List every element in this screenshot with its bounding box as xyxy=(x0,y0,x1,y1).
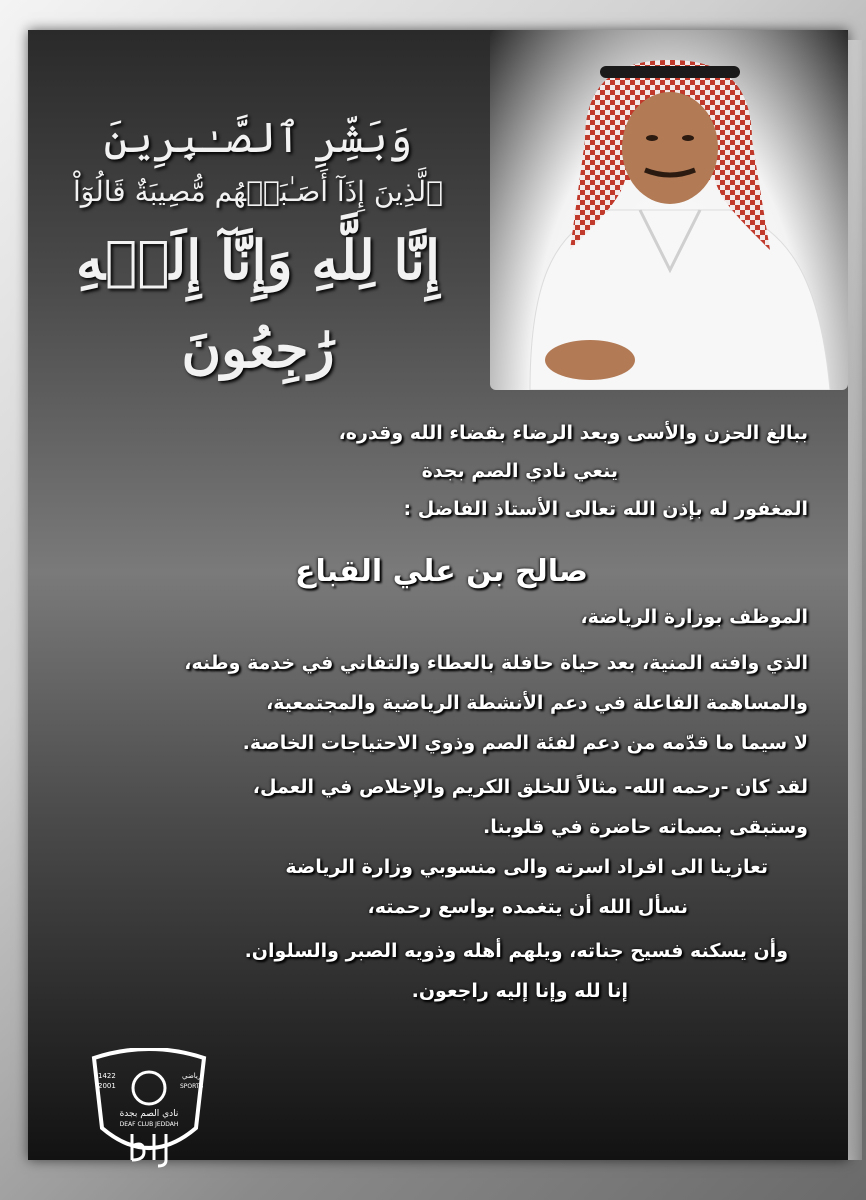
announcement-line-5: الموظف بوزارة الرياضة، xyxy=(580,606,808,628)
announcement-line-12: نسأل الله أن يتغمده بواسع رحمته، xyxy=(367,896,688,918)
logo-arabic-name: نادي الصم بجدة xyxy=(119,1109,179,1119)
logo-english-sports: SPORTS xyxy=(180,1083,204,1090)
club-crest-icon xyxy=(74,1048,224,1168)
announcement-line-13: وأن يسكنه فسيح جناته، ويلهم أهله وذويه الصبر والسلوان. xyxy=(244,940,788,962)
announcement-line-11: تعازينا الى افراد اسرته والى منسوبي وزارة الرياضة xyxy=(285,856,768,878)
announcement-line-3: المغفور له بإذن الله تعالى الأستاذ الفاضل : xyxy=(403,498,808,520)
announcement-line-2: ينعي نادي الصم بجدة xyxy=(421,460,618,482)
logo-english-name: DEAF CLUB JEDDAH xyxy=(119,1121,179,1128)
verse-line-1: وَبَشِّرِ ٱلصَّـٰبِرِينَ xyxy=(103,113,413,162)
deceased-photo xyxy=(490,30,848,390)
announcement-line-7: والمساهمة الفاعلة في دعم الأنشطة الرياضية والمجتمعية، xyxy=(266,692,808,714)
condolence-card xyxy=(28,30,848,1160)
announcement-line-6: الذي وافته المنية، بعد حياة حافلة بالعطاء والتفاني في خدمة وطنه، xyxy=(184,652,808,674)
quran-verse xyxy=(68,108,448,392)
portrait-illustration xyxy=(490,30,848,390)
verse-line-3: إِنَّا لِلَّهِ وَإِنَّآ إِلَيۡهِ رَٰجِعُونَ xyxy=(76,228,440,380)
announcement-line-14: إنا لله وإنا إليه راجعون. xyxy=(411,980,628,1002)
announcement-line-1: ببالغ الحزن والأسى وبعد الرضاء بقضاء الله وقدره، xyxy=(338,422,808,444)
announcement-line-10: وستبقى بصماته حاضرة في قلوبنا. xyxy=(483,816,808,838)
deaf-club-logo xyxy=(74,1048,224,1168)
announcement-line-9: لقد كان -رحمه الله- مثالاً للخلق الكريم والإخلاص في العمل، xyxy=(252,776,808,798)
verse-line-2: ٱلَّذِينَ إِذَآ أَصَـٰبَتۡهُم مُّصِيبَةٌ قَالُوٓاْ xyxy=(72,175,443,208)
logo-year-hijri: 1422 xyxy=(98,1072,116,1080)
deceased-name: صالح بن علي القباع xyxy=(295,554,588,589)
logo-arabic-sports: رياضي xyxy=(182,1072,202,1080)
logo-year-gregorian: 2001 xyxy=(98,1082,116,1090)
announcement-line-8: لا سيما ما قدّمه من دعم لفئة الصم وذوي الاحتياجات الخاصة. xyxy=(242,732,808,754)
